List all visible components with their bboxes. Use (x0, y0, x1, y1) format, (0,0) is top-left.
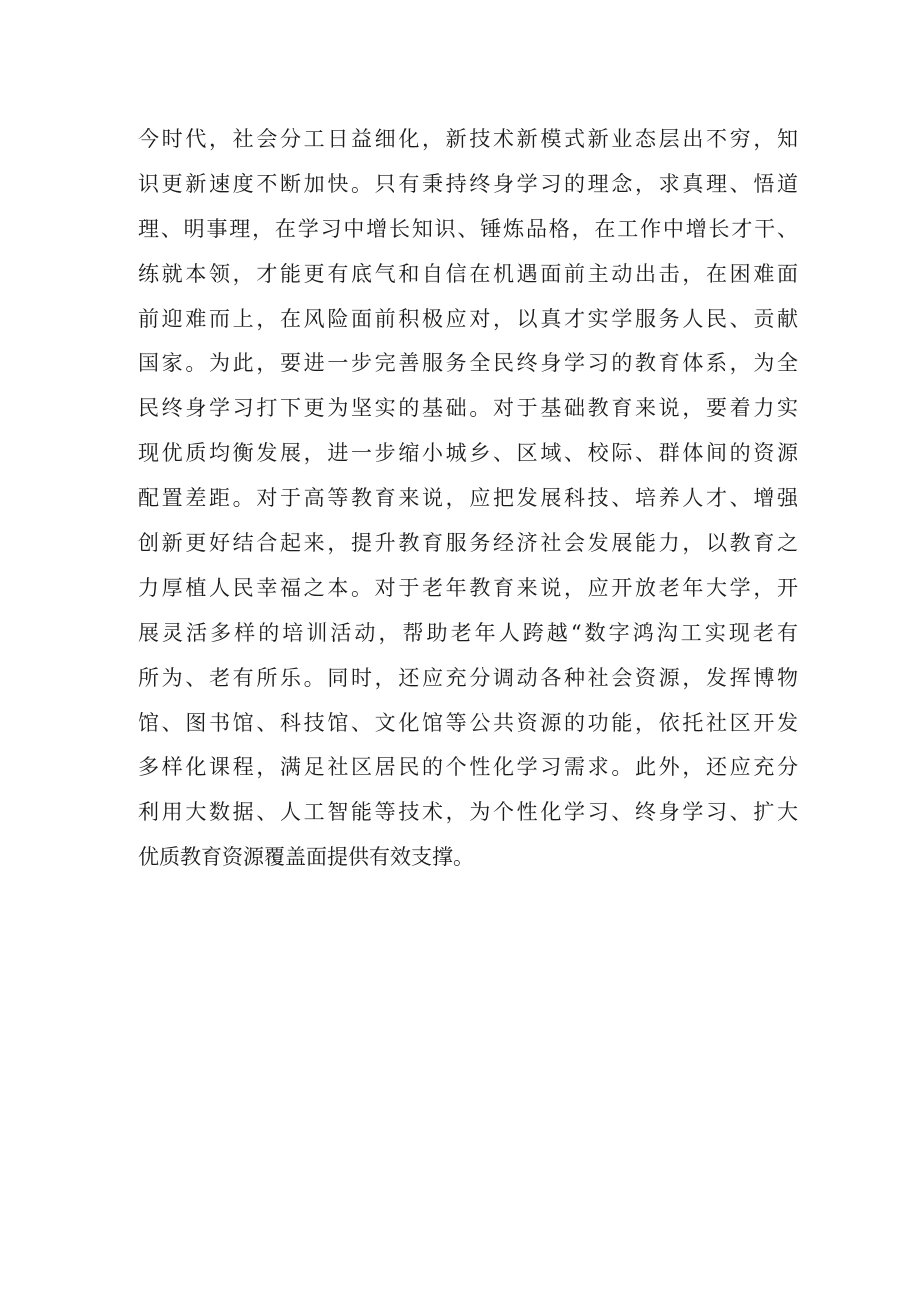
text-line: 识更新速度不断加快。只有秉持终身学习的理念，求真理、悟道 (138, 171, 798, 196)
text-line: 配置差距。对于高等教育来说，应把发展科技、培养人才、增强 (138, 486, 798, 511)
text-line: 练就本领，才能更有底气和自信在机遇面前主动出击，在困难面 (138, 261, 798, 286)
text-line: 馆、图书馆、科技馆、文化馆等公共资源的功能，依托社区开发 (138, 710, 798, 735)
text-line: 现优质均衡发展，进一步缩小城乡、区域、校际、群体间的资源 (138, 441, 798, 466)
text-line-last: 优质教育资源覆盖面提供有效支撑。 (138, 845, 474, 870)
text-line: 前迎难而上，在风险面前积极应对，以真才实学服务人民、贡献 (138, 306, 798, 331)
text-line: 利用大数据、人工智能等技术，为个性化学习、终身学习、扩大 (138, 800, 798, 825)
text-line: 国家。为此，要进一步完善服务全民终身学习的教育体系，为全 (138, 351, 798, 376)
text-line: 所为、老有所乐。同时，还应充分调动各种社会资源，发挥博物 (138, 665, 798, 690)
text-line: 多样化课程，满足社区居民的个性化学习需求。此外，还应充分 (138, 755, 798, 780)
text-line: 民终身学习打下更为坚实的基础。对于基础教育来说，要着力实 (138, 396, 798, 421)
text-line: 今时代，社会分工日益细化，新技术新模式新业态层出不穷，知 (138, 127, 798, 151)
text-line: 展灵活多样的培训活动，帮助老年人跨越“数字鸿沟工实现老有 (138, 620, 798, 645)
text-line: 力厚植人民幸福之本。对于老年教育来说，应开放老年大学，开 (138, 575, 798, 600)
text-line: 理、明事理，在学习中增长知识、锤炼品格，在工作中增长才干、 (138, 216, 798, 241)
text-line: 创新更好结合起来，提升教育服务经济社会发展能力，以教育之 (138, 531, 798, 556)
body-paragraph (138, 117, 798, 880)
